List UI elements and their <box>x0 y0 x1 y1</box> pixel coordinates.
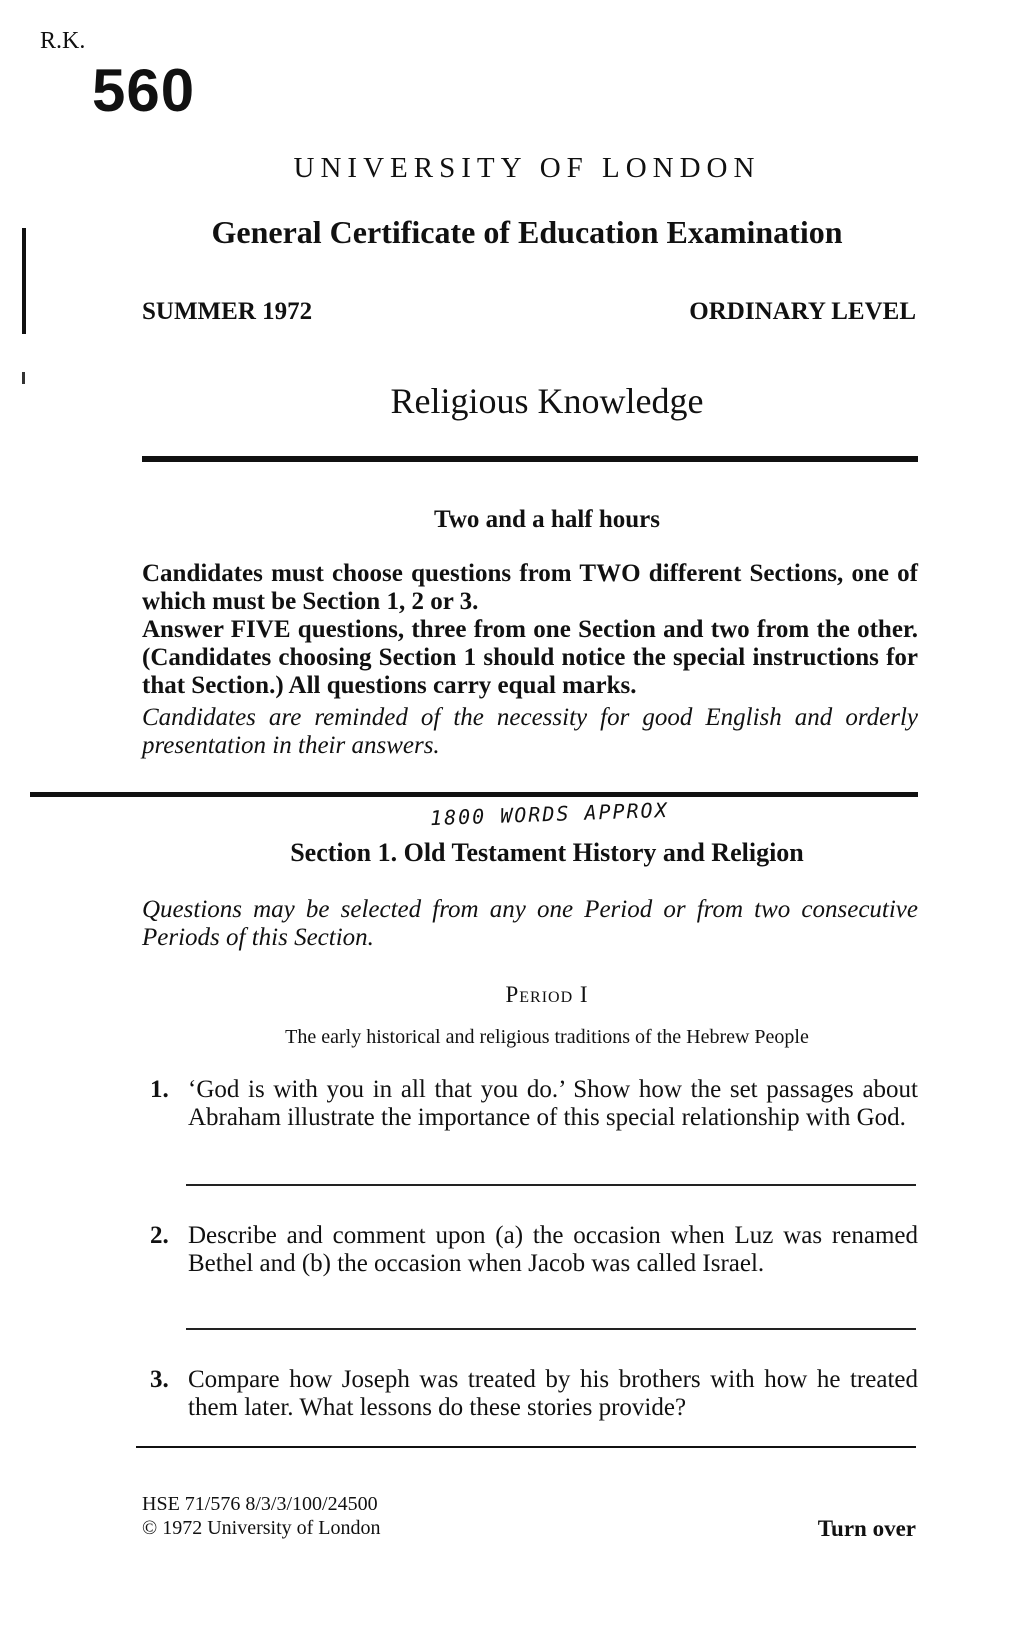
question-1 <box>150 1076 918 1132</box>
handwritten-annotation: 1800 WORDS APPROX <box>429 797 670 831</box>
subject-title: Religious Knowledge <box>390 381 704 421</box>
question-3 <box>150 1366 918 1422</box>
question-divider <box>186 1184 916 1186</box>
instructions-block <box>142 560 918 760</box>
question-text: Describe and comment upon (a) the occasion when Luz was renamed Bethel and (b) the occasion when Jacob was called Israel. <box>188 1222 918 1277</box>
turn-over-label: Turn over <box>817 1516 916 1541</box>
period-heading: Period I <box>505 982 589 1007</box>
print-code: HSE 71/576 8/3/3/100/24500 <box>142 1493 378 1515</box>
question-2 <box>150 1222 918 1278</box>
paper-code-number: 560 <box>92 57 196 124</box>
section-note: Questions may be selected from any one Period or from two consecutive Periods of this Section. <box>142 896 918 951</box>
question-number: 2. <box>150 1222 169 1249</box>
footer-print-info <box>142 1492 381 1540</box>
question-text: Compare how Joseph was treated by his brothers with how he treated them later. What lessons do these stories provide? <box>188 1366 918 1421</box>
question-divider <box>186 1328 916 1330</box>
period-subtitle: The early historical and religious traditions of the Hebrew People <box>285 1026 809 1048</box>
question-text: ‘God is with you in all that you do.’ Show how the set passages about Abraham illustrate the importance of this special relationship with God. <box>188 1076 918 1131</box>
paper-code-label: R.K. <box>40 28 86 54</box>
instructions-choose-sections: Candidates must choose questions from TWO different Sections, one of which must be Section 1, 2 or 3. <box>142 560 918 615</box>
bottom-divider <box>136 1446 916 1448</box>
university-heading: UNIVERSITY OF LONDON <box>293 152 761 184</box>
instructions-answer-five: Answer FIVE questions, three from one Section and two from the other. (Candidates choosing Section 1 should notice the special instructions for that Section.) All questions carry equal marks. <box>142 616 918 699</box>
section-title: Section 1. Old Testament History and Religion <box>290 838 804 867</box>
question-number: 3. <box>150 1366 169 1393</box>
exam-session: SUMMER 1972 <box>142 298 313 325</box>
instructions-divider <box>30 792 918 797</box>
top-divider <box>142 456 918 462</box>
copyright-line: © 1972 University of London <box>142 1517 381 1539</box>
exam-title: General Certificate of Education Examination <box>211 214 843 250</box>
question-number: 1. <box>150 1076 169 1103</box>
exam-level: ORDINARY LEVEL <box>689 298 916 325</box>
exam-duration: Two and a half hours <box>434 506 660 533</box>
instructions-reminder: Candidates are reminded of the necessity for good English and orderly presentation in their answers. <box>142 704 918 759</box>
